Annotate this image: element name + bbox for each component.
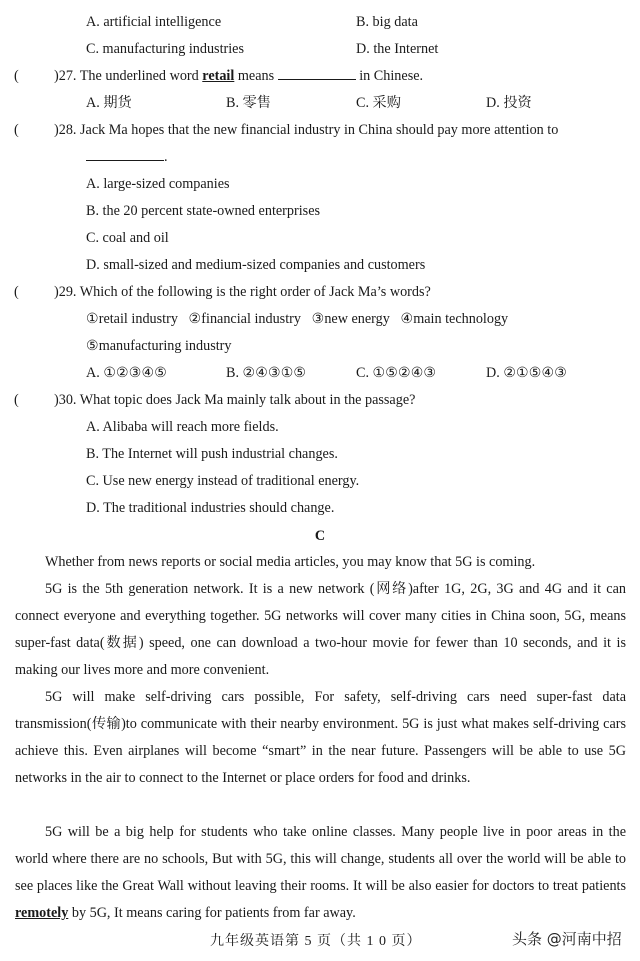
- q28-blank-end: .: [164, 149, 168, 165]
- q28-option-c: C. coal and oil: [86, 230, 169, 246]
- q27-option-a: A. 期货: [86, 95, 132, 111]
- q26-option-a: A. artificial intelligence: [86, 14, 222, 30]
- q30-option-c: C. Use new energy instead of traditional energy.: [86, 473, 360, 489]
- answer-paren[interactable]: (: [14, 122, 19, 138]
- q27-option-b: B. 零售: [226, 95, 271, 111]
- q26-option-c: C. manufacturing industries: [86, 41, 245, 57]
- answer-blank: [86, 148, 164, 161]
- q29-items-line2: ⑤manufacturing industry: [86, 338, 232, 354]
- q30-option-a: A. Alibaba will reach more fields.: [86, 419, 279, 435]
- paragraph-2-text: 5G is the 5th generation network. It is a new network (网络)after 1G, 2G, 3G and 4G and it can connect everyone and everything together. 5G networks will cover many cities in China soon, 5G, means super-fast data(数据) speed, one can download a two-hour movie for fewer than 10 seconds, and it is making our lives more and more convenient.: [15, 581, 626, 678]
- q29-items-line1: ①retail industry ②financial industry ③new energy ④main technology: [86, 311, 509, 327]
- q28-option-b: B. the 20 percent state-owned enterprises: [86, 203, 321, 219]
- watermark: 头条 @河南中招: [512, 930, 622, 948]
- q26-option-d: D. the Internet: [356, 41, 439, 57]
- paragraph-4-after: by 5G, It means caring for patients from far away.: [68, 905, 356, 921]
- q30-text: )30. What topic does Jack Ma mainly talk about in the passage?: [54, 392, 416, 408]
- answer-paren[interactable]: (: [14, 392, 19, 408]
- q29-text: )29. Which of the following is the right order of Jack Ma’s words?: [54, 284, 431, 300]
- q28-blank-line: [86, 147, 168, 167]
- paragraph-3: [15, 684, 626, 792]
- q27-option-c: C. 采购: [356, 95, 401, 111]
- paragraph-4-before: 5G will be a big help for students who take online classes. Many people live in poor areas in the world where there are no schools, But with 5G, this will change, students all over the world will be able to see places like the Great Wall without leaving their rooms. It will be also easier for doctors to treat patients: [15, 824, 626, 894]
- q27-keyword: retail: [202, 68, 235, 84]
- q29-option-c: C. ①⑤②④③: [356, 365, 437, 381]
- q28-text: )28. Jack Ma hopes that the new financial industry in China should pay more attention to: [54, 122, 559, 138]
- q27-prefix: )27. The underlined word: [54, 68, 203, 84]
- paragraph-1: [15, 549, 626, 576]
- q30-option-d: D. The traditional industries should change.: [86, 500, 335, 516]
- q29-option-d: D. ②①⑤④③: [486, 365, 567, 381]
- answer-paren[interactable]: (: [14, 68, 19, 84]
- q26-option-b: B. big data: [356, 14, 418, 30]
- paragraph-4-keyword: remotely: [15, 905, 69, 921]
- answer-blank: [278, 67, 356, 80]
- paragraph-1-text: Whether from news reports or social media articles, you may know that 5G is coming.: [45, 554, 536, 570]
- paragraph-2: [15, 576, 626, 684]
- paragraph-3-text: 5G will make self-driving cars possible, For safety, self-driving cars need super-fast data transmission(传输)to communicate with their nearby environment. 5G is just what makes self-driving cars achieve this. Even airplanes will become “smart” in the near future. Passengers will be able to use 5G networks in the air to connect to the Internet or place orders for food and drinks.: [15, 689, 626, 786]
- q29-option-b: B. ②④③①⑤: [226, 365, 307, 381]
- q28-option-d: D. small-sized and medium-sized companies and customers: [86, 257, 426, 273]
- q29-option-a: A. ①②③④⑤: [86, 365, 167, 381]
- page-footer: 九年级英语第 5 页（共 1 0 页）: [210, 934, 422, 949]
- answer-paren[interactable]: (: [14, 284, 19, 300]
- paragraph-4: [15, 819, 626, 927]
- q27-option-d: D. 投资: [486, 95, 532, 111]
- q30-option-b: B. The Internet will push industrial changes.: [86, 446, 338, 462]
- q27-suffix: in Chinese.: [355, 68, 424, 84]
- section-heading: C: [314, 528, 326, 544]
- q28-option-a: A. large-sized companies: [86, 176, 230, 192]
- q27-middle: means: [234, 68, 278, 84]
